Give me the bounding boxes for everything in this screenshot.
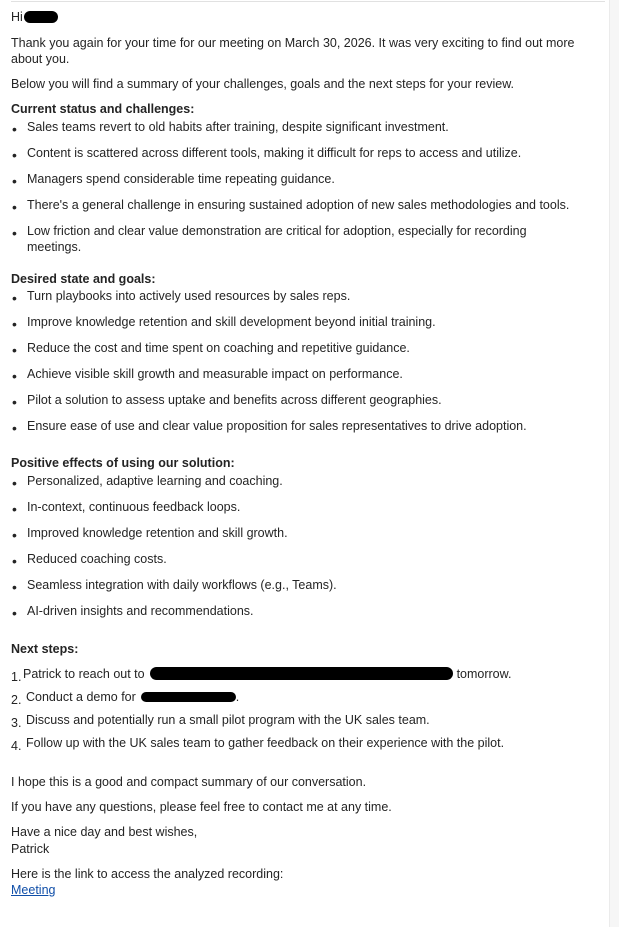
list-item: • Reduced coaching costs. bbox=[11, 551, 607, 567]
list-item: • Managers spend considerable time repeating guidance. bbox=[11, 171, 607, 187]
list-item: • Sales teams revert to old habits after training, despite significant investment. bbox=[11, 119, 607, 135]
list-item: • Improve knowledge retention and skill development beyond initial training. bbox=[11, 314, 607, 330]
goals-list bbox=[11, 288, 607, 434]
list-item: • Seamless integration with daily workflows (e.g., Teams). bbox=[11, 577, 607, 593]
challenges-heading: Current status and challenges: bbox=[11, 102, 195, 116]
link-intro: Here is the link to access the analyzed recording: bbox=[11, 867, 284, 881]
greeting-text: Hi bbox=[11, 10, 23, 24]
list-item bbox=[11, 666, 607, 682]
next-steps-heading: Next steps: bbox=[11, 642, 79, 656]
email-body bbox=[11, 9, 607, 898]
step-text: Discuss and potentially run a small pilot program with the UK sales team. bbox=[26, 713, 430, 727]
next-steps-list bbox=[11, 666, 607, 751]
step-number: 1. bbox=[11, 670, 22, 684]
meeting-link[interactable]: Meeting bbox=[11, 883, 56, 897]
step-text: Conduct a demo for bbox=[26, 690, 136, 704]
list-item bbox=[11, 712, 607, 728]
closing-wishes: Have a nice day and best wishes, bbox=[11, 825, 198, 839]
list-item: • Ensure ease of use and clear value proposition for sales representatives to drive adoption. bbox=[11, 418, 607, 434]
list-item: • Achieve visible skill growth and measurable impact on performance. bbox=[11, 366, 607, 382]
list-item: • Pilot a solution to assess uptake and benefits across different geographies. bbox=[11, 392, 607, 408]
summary-paragraph: Below you will find a summary of your challenges, goals and the next steps for your review. bbox=[11, 77, 515, 91]
step-text-end: tomorrow. bbox=[456, 667, 512, 681]
closing-line-2: If you have any questions, please feel free to contact me at any time. bbox=[11, 800, 392, 814]
list-item: • Low friction and clear value demonstration are critical for adoption, especially for recording meetings. bbox=[11, 223, 607, 255]
effects-heading: Positive effects of using our solution: bbox=[11, 456, 235, 470]
redacted-contact bbox=[150, 667, 453, 680]
scrollbar-track[interactable] bbox=[609, 0, 619, 927]
step-text-end: . bbox=[235, 690, 240, 704]
list-item: • There's a general challenge in ensuring sustained adoption of new sales methodologies and tools. bbox=[11, 197, 607, 213]
step-number: 2. bbox=[11, 693, 22, 707]
header-divider bbox=[11, 1, 605, 2]
step-text: Follow up with the UK sales team to gather feedback on their experience with the pilot. bbox=[26, 736, 505, 750]
effects-list bbox=[11, 473, 607, 619]
signature: Patrick bbox=[11, 842, 50, 856]
list-item: • Reduce the cost and time spent on coaching and repetitive guidance. bbox=[11, 340, 607, 356]
step-number: 3. bbox=[11, 716, 22, 730]
step-text: Patrick to reach out to bbox=[23, 667, 145, 681]
closing-line-1: I hope this is a good and compact summary of our conversation. bbox=[11, 775, 367, 789]
list-item: • Improved knowledge retention and skill growth. bbox=[11, 525, 607, 541]
list-item: • AI-driven insights and recommendations. bbox=[11, 603, 607, 619]
intro-paragraph: Thank you again for your time for our meeting on March 30, 2026. It was very exciting to find out more about you. bbox=[11, 36, 575, 66]
list-item: • In-context, continuous feedback loops. bbox=[11, 499, 607, 515]
list-item bbox=[11, 735, 607, 751]
challenges-list bbox=[11, 119, 607, 255]
list-item: • Turn playbooks into actively used resources by sales reps. bbox=[11, 288, 607, 304]
list-item: • Content is scattered across different tools, making it difficult for reps to access and utilize. bbox=[11, 145, 607, 161]
step-number: 4. bbox=[11, 739, 22, 753]
list-item: • Personalized, adaptive learning and coaching. bbox=[11, 473, 607, 489]
goals-heading: Desired state and goals: bbox=[11, 272, 156, 286]
greeting-line bbox=[11, 9, 607, 25]
redacted-contact bbox=[141, 692, 236, 702]
redacted-name bbox=[24, 11, 58, 23]
list-item bbox=[11, 689, 607, 705]
